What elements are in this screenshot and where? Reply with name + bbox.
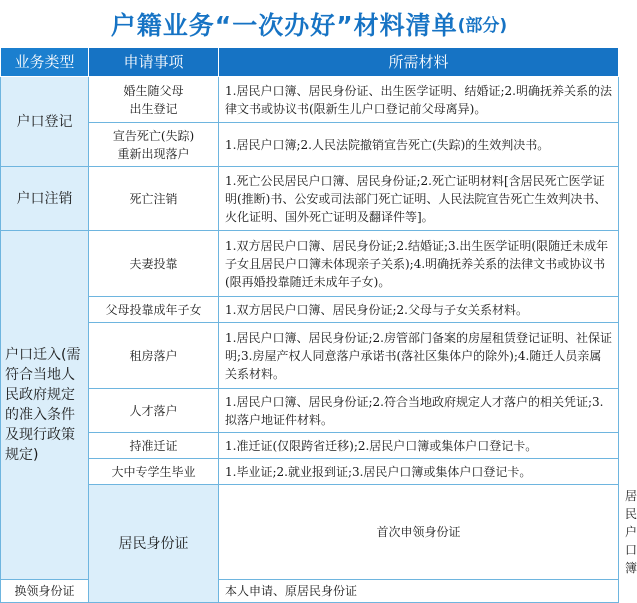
materials-cell: 1.居民户口簿、居民身份证;2.符合当地政府规定人才落户的相关凭证;3.拟落户地证件材料。	[219, 389, 619, 433]
title-sub: (部分)	[457, 16, 508, 36]
table-row	[1, 297, 619, 323]
item-cell: 夫妻投靠	[89, 231, 219, 297]
item-cell: 持准迁证	[89, 433, 219, 459]
table-row	[1, 77, 619, 123]
table-row	[1, 323, 619, 389]
table-row: 居民身份证 首次申领身份证 居民户口簿	[1, 485, 619, 580]
page-title	[0, 0, 618, 47]
type-cell-registration: 户口登记	[1, 77, 89, 167]
item-cell: 婚生随父母 出生登记	[89, 77, 219, 123]
materials-cell: 1.双方居民户口簿、居民身份证;2.结婚证;3.出生医学证明(限随迁未成年子女且居民户口簿未体现亲子关系);4.明确抚养关系的法律文书或协议书(限再婚投靠随迁未成年子女)。	[219, 231, 619, 297]
table-row	[1, 231, 619, 297]
materials-cell: 1.死亡公民居民户口簿、居民身份证;2.死亡证明材料[含居民死亡医学证明(推断)书、公安或司法部门死亡证明、人民法院宣告死亡生效判决书、火化证明、国外死亡证明及翻译件等]。	[219, 167, 619, 231]
item-cell: 死亡注销	[89, 167, 219, 231]
item-cell: 宣告死亡(失踪) 重新出现落户	[89, 123, 219, 167]
materials-cell: 1.双方居民户口簿、居民身份证;2.父母与子女关系材料。	[219, 297, 619, 323]
type-cell-migration: 户口迁入(需符合当地人民政府规定的准入条件及现行政策规定)	[1, 231, 89, 580]
materials-cell: 1.毕业证;2.就业报到证;3.居民户口簿或集体户口登记卡。	[219, 459, 619, 485]
table-row	[1, 389, 619, 433]
table-header-row	[1, 48, 619, 77]
materials-cell: 1.准迁证(仅限跨省迁移);2.居民户口簿或集体户口登记卡。	[219, 433, 619, 459]
item-cell: 租房落户	[89, 323, 219, 389]
materials-cell: 1.居民户口簿;2.人民法院撤销宣告死亡(失踪)的生效判决书。	[219, 123, 619, 167]
item-cell: 人才落户	[89, 389, 219, 433]
item-cell: 父母投靠成年子女	[89, 297, 219, 323]
materials-table	[0, 47, 637, 603]
header-required-materials: 所需材料	[219, 48, 619, 77]
materials-cell: 1.居民户口簿、居民身份证;2.房管部门备案的房屋租赁登记证明、社保证明;3.房屋产权人同意落户承诺书(落社区集体户的除外);4.随迁人员亲属关系材料。	[219, 323, 619, 389]
table-row	[1, 459, 619, 485]
table-row	[1, 167, 619, 231]
title-main: 户籍业务“一次办好”材料清单	[110, 10, 458, 40]
type-cell-cancellation: 户口注销	[1, 167, 89, 231]
table-row	[1, 123, 619, 167]
type-cell-id-card: 居民身份证	[89, 485, 219, 603]
header-application-item: 申请事项	[89, 48, 219, 77]
materials-cell: 1.居民户口簿、居民身份证、出生医学证明、结婚证;2.明确抚养关系的法律文书或协议书(限新生儿户口登记前父母离异)。	[219, 77, 619, 123]
header-business-type: 业务类型	[1, 48, 89, 77]
item-cell: 首次申领身份证	[219, 485, 619, 580]
item-cell: 大中专学生毕业	[89, 459, 219, 485]
item-cell: 换领身份证	[1, 580, 89, 603]
table-row	[1, 433, 619, 459]
materials-cell: 本人申请、原居民身份证	[219, 580, 619, 603]
